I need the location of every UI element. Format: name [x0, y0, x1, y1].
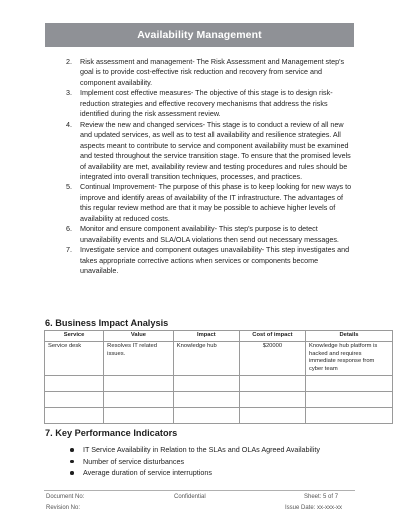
list-item — [70, 444, 320, 456]
step-text: Investigate service and component outages unavailability- This step investigates and takes appropriate corrective actions when services or components become unavailable. — [80, 245, 350, 276]
table-cell: Resolves IT related issues. — [104, 342, 174, 376]
step-text: Implement cost effective measures- The objective of this stage is to design risk-reduction strategies and effective recovery mechanisms that address the risks identified during the risk assessment review. — [80, 88, 333, 119]
table-cell: $20000 — [239, 342, 305, 376]
column-header: Value — [104, 331, 174, 342]
step-number: 4. — [66, 119, 72, 129]
list-item — [66, 57, 354, 88]
table-cell — [45, 376, 104, 392]
column-header: Impact — [173, 331, 239, 342]
step-number: 2. — [66, 57, 72, 66]
table-cell — [239, 392, 305, 408]
table-row — [45, 392, 393, 408]
list-item — [66, 182, 354, 224]
business-impact-heading: 6. Business Impact Analysis — [45, 318, 169, 328]
table-cell — [239, 376, 305, 392]
kpi-text: Number of service disturbances — [83, 456, 185, 466]
list-item — [70, 467, 320, 479]
step-text: Review the new and changed services- This stage is to conduct a review of all new and updated services, as well as to test all availability and resilience strategies. All aspects meant to contribute to service and component availability must be examined and tested throughout the service transition stage. To ensure that the promised levels of availability are met, availability review and testing procedures and rules should be integrated into overall transition techniques, processes, and practices. — [80, 119, 351, 181]
list-item — [66, 120, 354, 183]
kpi-heading: 7. Key Performance Indicators — [45, 428, 178, 438]
bullet-icon — [70, 460, 74, 464]
step-number: 3. — [66, 88, 72, 98]
table-row — [45, 408, 393, 424]
table-cell — [45, 392, 104, 408]
page-title-bar — [45, 23, 354, 47]
step-text: Monitor and ensure component availability- This step's purpose is to detect unavailability events and SLA/OLA violations then send out necessary messages. — [80, 224, 339, 244]
kpi-list — [70, 444, 320, 479]
table-cell — [239, 408, 305, 424]
column-header: Details — [305, 331, 392, 342]
step-number: 6. — [66, 224, 72, 234]
kpi-text: IT Service Availability in Relation to the SLAs and OLAs Agreed Availability — [83, 445, 320, 454]
table-row — [45, 342, 393, 376]
footer-issue-date: Issue Date: xx-xxx-xx — [285, 505, 343, 511]
table-cell: Service desk — [45, 342, 104, 376]
step-number: 5. — [66, 182, 72, 192]
table-cell — [173, 392, 239, 408]
step-text: Continual Improvement- The purpose of this phase is to keep looking for new ways to improve and identify areas of availability of the IT infrastructure. The advantages of this regular review method are that it may be possible to achieve higher levels of availability at reduced costs. — [80, 182, 352, 223]
list-item — [66, 224, 354, 245]
footer-document-no: Document No: — [46, 494, 85, 500]
list-item — [66, 88, 354, 119]
table-cell — [305, 376, 392, 392]
table-row — [45, 376, 393, 392]
table-cell — [173, 376, 239, 392]
table-cell — [305, 408, 392, 424]
step-text: Risk assessment and management- The Risk Assessment and Management step's goal is to provide cost-effective risk reduction and recovery from service and component availability. — [80, 57, 345, 87]
footer-revision-no: Revision No: — [46, 505, 81, 511]
table-cell — [104, 392, 174, 408]
column-header: Service — [45, 331, 104, 342]
kpi-text: Average duration of service interruptions — [83, 468, 212, 477]
table-cell — [173, 408, 239, 424]
list-item — [66, 245, 354, 276]
table-cell: Knowledge hub platform is hacked and requires immediate response from cyber team — [305, 342, 392, 376]
business-impact-table — [44, 330, 393, 424]
bullet-icon — [70, 471, 74, 475]
list-item — [70, 456, 320, 468]
table-header-row — [45, 331, 393, 342]
table-cell: Knowledge hub — [173, 342, 239, 376]
column-header: Cost of impact — [239, 331, 305, 342]
footer-sheet: Sheet: 5 of 7 — [304, 494, 339, 500]
table-cell — [104, 376, 174, 392]
page-title: Availability Management — [137, 29, 262, 41]
table-cell — [104, 408, 174, 424]
table-cell — [305, 392, 392, 408]
process-steps-list — [66, 57, 354, 277]
footer-confidential: Confidential — [174, 494, 206, 500]
bullet-icon — [70, 448, 74, 452]
table-cell — [45, 408, 104, 424]
step-number: 7. — [66, 245, 72, 255]
footer-divider — [44, 490, 355, 491]
